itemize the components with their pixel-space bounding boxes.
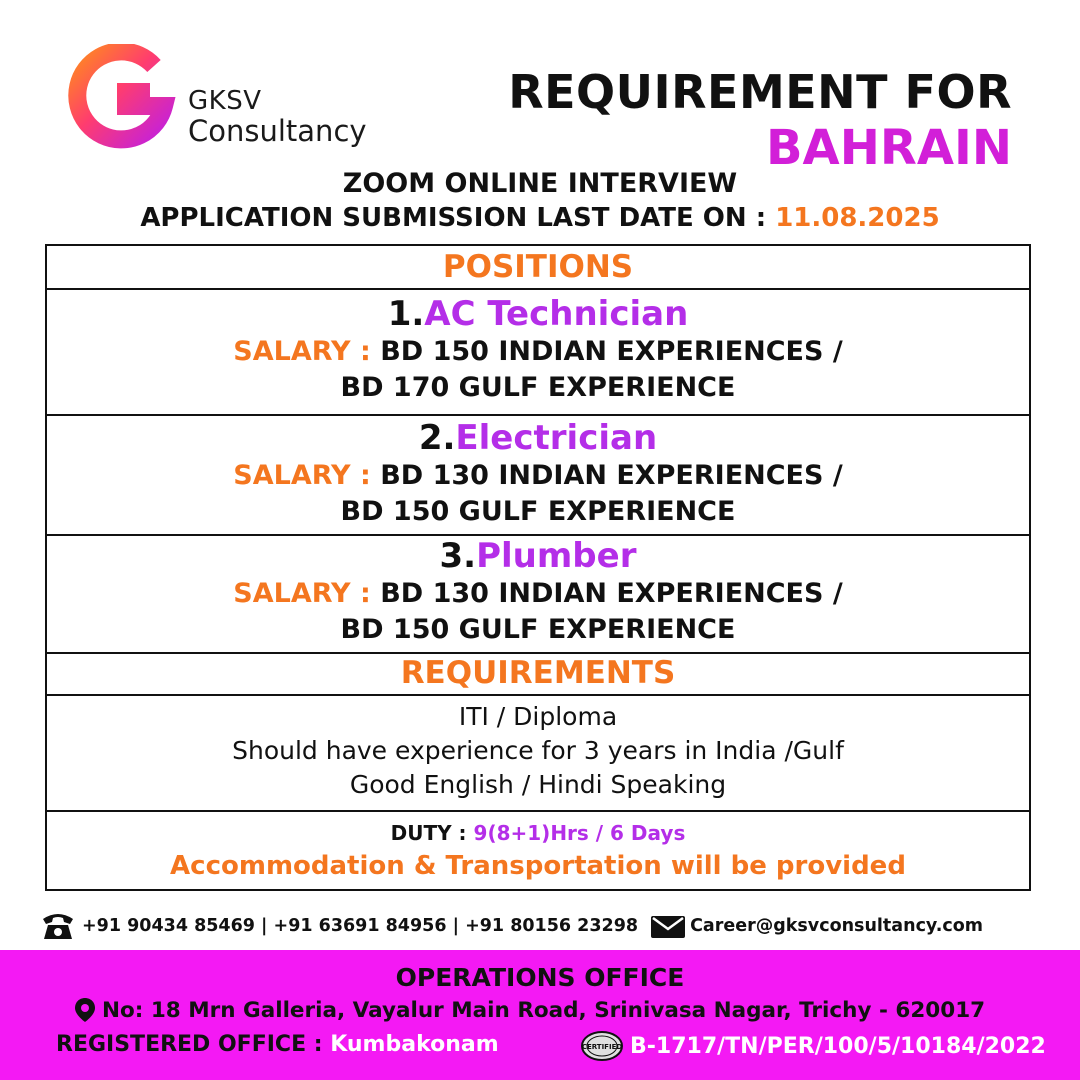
requirements-header: REQUIREMENTS [47,654,1029,696]
accommodation-note: Accommodation & Transportation will be provided [170,851,906,881]
location-pin-icon [74,997,96,1023]
salary-value: BD 130 INDIAN EXPERIENCES / [380,460,843,491]
salary-value: BD 130 INDIAN EXPERIENCES / [380,578,843,609]
brand-line2: Consultancy [188,114,367,148]
duty-line [47,818,1029,848]
title-line1: REQUIREMENT FOR [508,65,1012,119]
gksv-logo-icon [66,44,176,154]
salary-value: BD 150 INDIAN EXPERIENCES / [380,336,843,367]
salary-label: SALARY : [233,336,371,367]
position-row [47,290,1029,416]
position-num: 3. [439,536,477,576]
brand-line1: GKSV [188,86,262,116]
requirement-item: Good English / Hindi Speaking [349,770,727,799]
address-text: No: 18 Mrn Galleria, Vayalur Main Road, Srinivasa Nagar, Trichy - 620017 [102,997,986,1023]
phone-numbers[interactable]: +91 90434 85469 | +91 63691 84956 | +91 80156 23298 [82,916,639,936]
brand-name [188,86,367,146]
phone-icon [40,911,76,941]
duty-section [47,812,1029,889]
position-title [47,294,1029,334]
salary-label: SALARY : [233,578,371,609]
address [74,997,985,1023]
registered-label: REGISTERED OFFICE : [56,1032,323,1057]
deadline [0,203,1080,233]
mail-icon [650,913,686,939]
salary-line2: BD 150 GULF EXPERIENCE [340,496,736,527]
salary-line [47,576,1029,612]
position-name: AC Technician [424,294,689,334]
title-country: BAHRAIN [765,120,1012,176]
registered-office [56,1032,499,1057]
salary-line [47,458,1029,494]
position-row [47,416,1029,536]
positions-header: POSITIONS [47,246,1029,290]
contact-bar [40,908,1050,944]
position-title [47,418,1029,458]
position-row [47,536,1029,654]
requirements-list [47,696,1029,812]
salary-label: SALARY : [233,460,371,491]
svg-text:CERTIFIED: CERTIFIED [581,1043,623,1051]
operations-title: OPERATIONS OFFICE [395,963,685,992]
positions-table [45,244,1031,891]
deadline-label: APPLICATION SUBMISSION LAST DATE ON : [140,203,767,233]
position-num: 2. [418,418,456,458]
duty-label: DUTY : [390,821,467,845]
license-number [580,1030,1046,1062]
page-title [508,64,1012,176]
salary-line2: BD 150 GULF EXPERIENCE [340,614,736,645]
salary-line [47,334,1029,370]
registered-value: Kumbakonam [330,1032,499,1057]
requirement-item: Should have experience for 3 years in India /Gulf [232,736,844,765]
license-text: B-1717/TN/PER/100/5/10184/2022 [630,1033,1046,1059]
position-num: 1. [387,294,425,334]
duty-value: 9(8+1)Hrs / 6 Days [473,821,686,845]
position-title [47,536,1029,576]
certified-stamp-icon [580,1030,624,1062]
email-link[interactable]: Career@gksvconsultancy.com [690,916,984,936]
interview-mode: ZOOM ONLINE INTERVIEW [342,168,738,199]
position-name: Electrician [455,418,658,458]
salary-line2: BD 170 GULF EXPERIENCE [340,372,736,403]
position-name: Plumber [476,536,637,576]
deadline-date: 11.08.2025 [775,203,940,233]
requirement-item: ITI / Diploma [458,702,618,731]
